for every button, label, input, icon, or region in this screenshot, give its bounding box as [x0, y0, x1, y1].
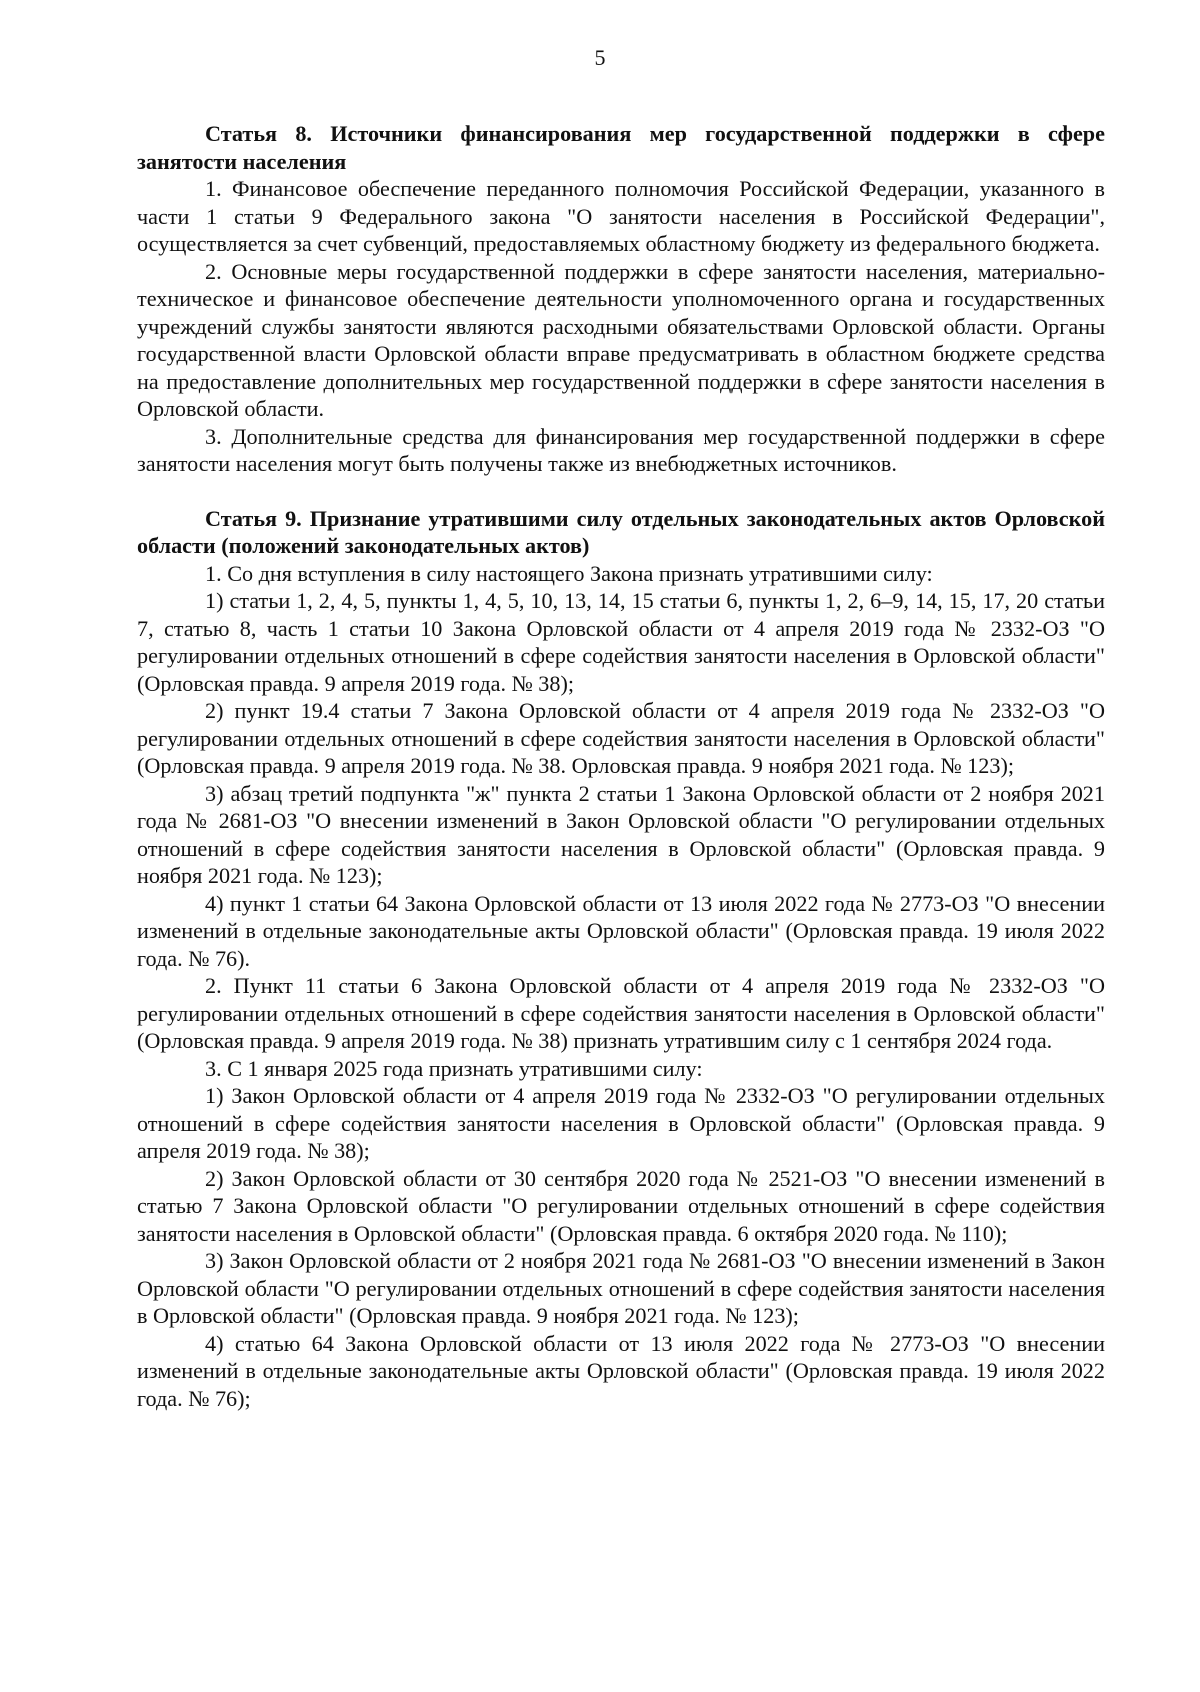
- section-spacer: [137, 478, 1105, 505]
- article-9-part-3-item-4: 4) статью 64 Закона Орловской области от 13 июля 2022 года № 2773-ОЗ "О внесении изменений в отдельные законодательные акты Орловской области" (Орловская правда. 19 июля 2022 года. № 76);: [137, 1330, 1105, 1411]
- document-body: [137, 120, 1105, 1412]
- article-9-part-3: 3. С 1 января 2025 года признать утратившими силу:: [205, 1055, 703, 1081]
- article-9-part-2: 2. Пункт 11 статьи 6 Закона Орловской области от 4 апреля 2019 года № 2332-ОЗ "О регулировании отдельных отношений в сфере содействия занятости населения в Орловской области" (Орловская правда. 9 апреля 2019 года. № 38) признать утратившим силу с 1 сентября 2024 года.: [137, 973, 1105, 1053]
- article-9-part-1: 1. Со дня вступления в силу настоящего Закона признать утратившими силу:: [205, 560, 933, 586]
- article-9-part-1-item-1: 1) статьи 1, 2, 4, 5, пункты 1, 4, 5, 10, 13, 14, 15 статьи 6, пункты 1, 2, 6–9, 14, 15, 17, 20 статьи 7, статью 8, часть 1 статьи 10 Закона Орловской области от 4 апреля 2019 года № 2332-ОЗ "О регулировании отдельных отношений в сфере содействия занятости населения в Орловской области" (Орловская правда. 9 апреля 2019 года. № 38);: [137, 588, 1105, 696]
- article-9-part-1-item-3: 3) абзац третий подпункта "ж" пункта 2 статьи 1 Закона Орловской области от 2 ноября 2021 года № 2681-ОЗ "О внесении изменений в Закон Орловской области "О регулировании отдельных отношений в сфере содействия занятости населения в Орловской области" (Орловская правда. 9 ноября 2021 года. № 123);: [137, 780, 1105, 888]
- article-9-part-3-item-2: 2) Закон Орловской области от 30 сентября 2020 года № 2521-ОЗ "О внесении изменений в статью 7 Закона Орловской области "О регулировании отдельных отношений в сфере содействия занятости населения в Орловской области" (Орловская правда. 6 октября 2020 года. № 110);: [137, 1165, 1105, 1246]
- article-8-paragraph-2: 2. Основные меры государственной поддержки в сфере занятости населения, материально-техническое и финансовое обеспечение деятельности уполномоченного органа и государственных учреждений службы занятости являются расходными обязательствами Орловской области. Органы государственной власти Орловской области вправе предусматривать в областном бюджете средства на предоставление дополнительных мер государственной поддержки в сфере занятости населения в Орловской области.: [137, 258, 1105, 421]
- article-9-part-1-item-2: 2) пункт 19.4 статьи 7 Закона Орловской области от 4 апреля 2019 года № 2332-ОЗ "О регулировании отдельных отношений в сфере содействия занятости населения в Орловской области" (Орловская правда. 9 апреля 2019 года. № 38. Орловская правда. 9 ноября 2021 года. № 123);: [137, 698, 1105, 778]
- article-9-part-3-item-1: 1) Закон Орловской области от 4 апреля 2019 года № 2332-ОЗ "О регулировании отдельных отношений в сфере содействия занятости населения в Орловской области" (Орловская правда. 9 апреля 2019 года. № 38);: [137, 1083, 1105, 1163]
- article-8-paragraph-1: 1. Финансовое обеспечение переданного полномочия Российской Федерации, указанного в части 1 статьи 9 Федерального закона "О занятости населения в Российской Федерации", осуществляется за счет субвенций, предоставляемых областному бюджету из федерального бюджета.: [137, 176, 1105, 256]
- article-9-part-3-item-3: 3) Закон Орловской области от 2 ноября 2021 года № 2681-ОЗ "О внесении изменений в Закон Орловской области "О регулировании отдельных отношений в сфере содействия занятости населения в Орловской области" (Орловская правда. 9 ноября 2021 года. № 123);: [137, 1248, 1105, 1328]
- article-9: [137, 505, 1105, 1413]
- article-9-heading: Статья 9. Признание утратившими силу отдельных законодательных актов Орловской области (положений законодательных актов): [137, 505, 1105, 558]
- page-number: 5: [594, 45, 606, 70]
- article-8: [137, 120, 1105, 478]
- article-8-heading: Статья 8. Источники финансирования мер государственной поддержки в сфере занятости населения: [137, 121, 1105, 174]
- article-8-paragraph-3: 3. Дополнительные средства для финансирования мер государственной поддержки в сфере занятости населения могут быть получены также из внебюджетных источников.: [137, 423, 1105, 476]
- article-9-part-1-item-4: 4) пункт 1 статьи 64 Закона Орловской области от 13 июля 2022 года № 2773-ОЗ "О внесении изменений в отдельные законодательные акты Орловской области" (Орловская правда. 19 июля 2022 года. № 76).: [137, 890, 1105, 971]
